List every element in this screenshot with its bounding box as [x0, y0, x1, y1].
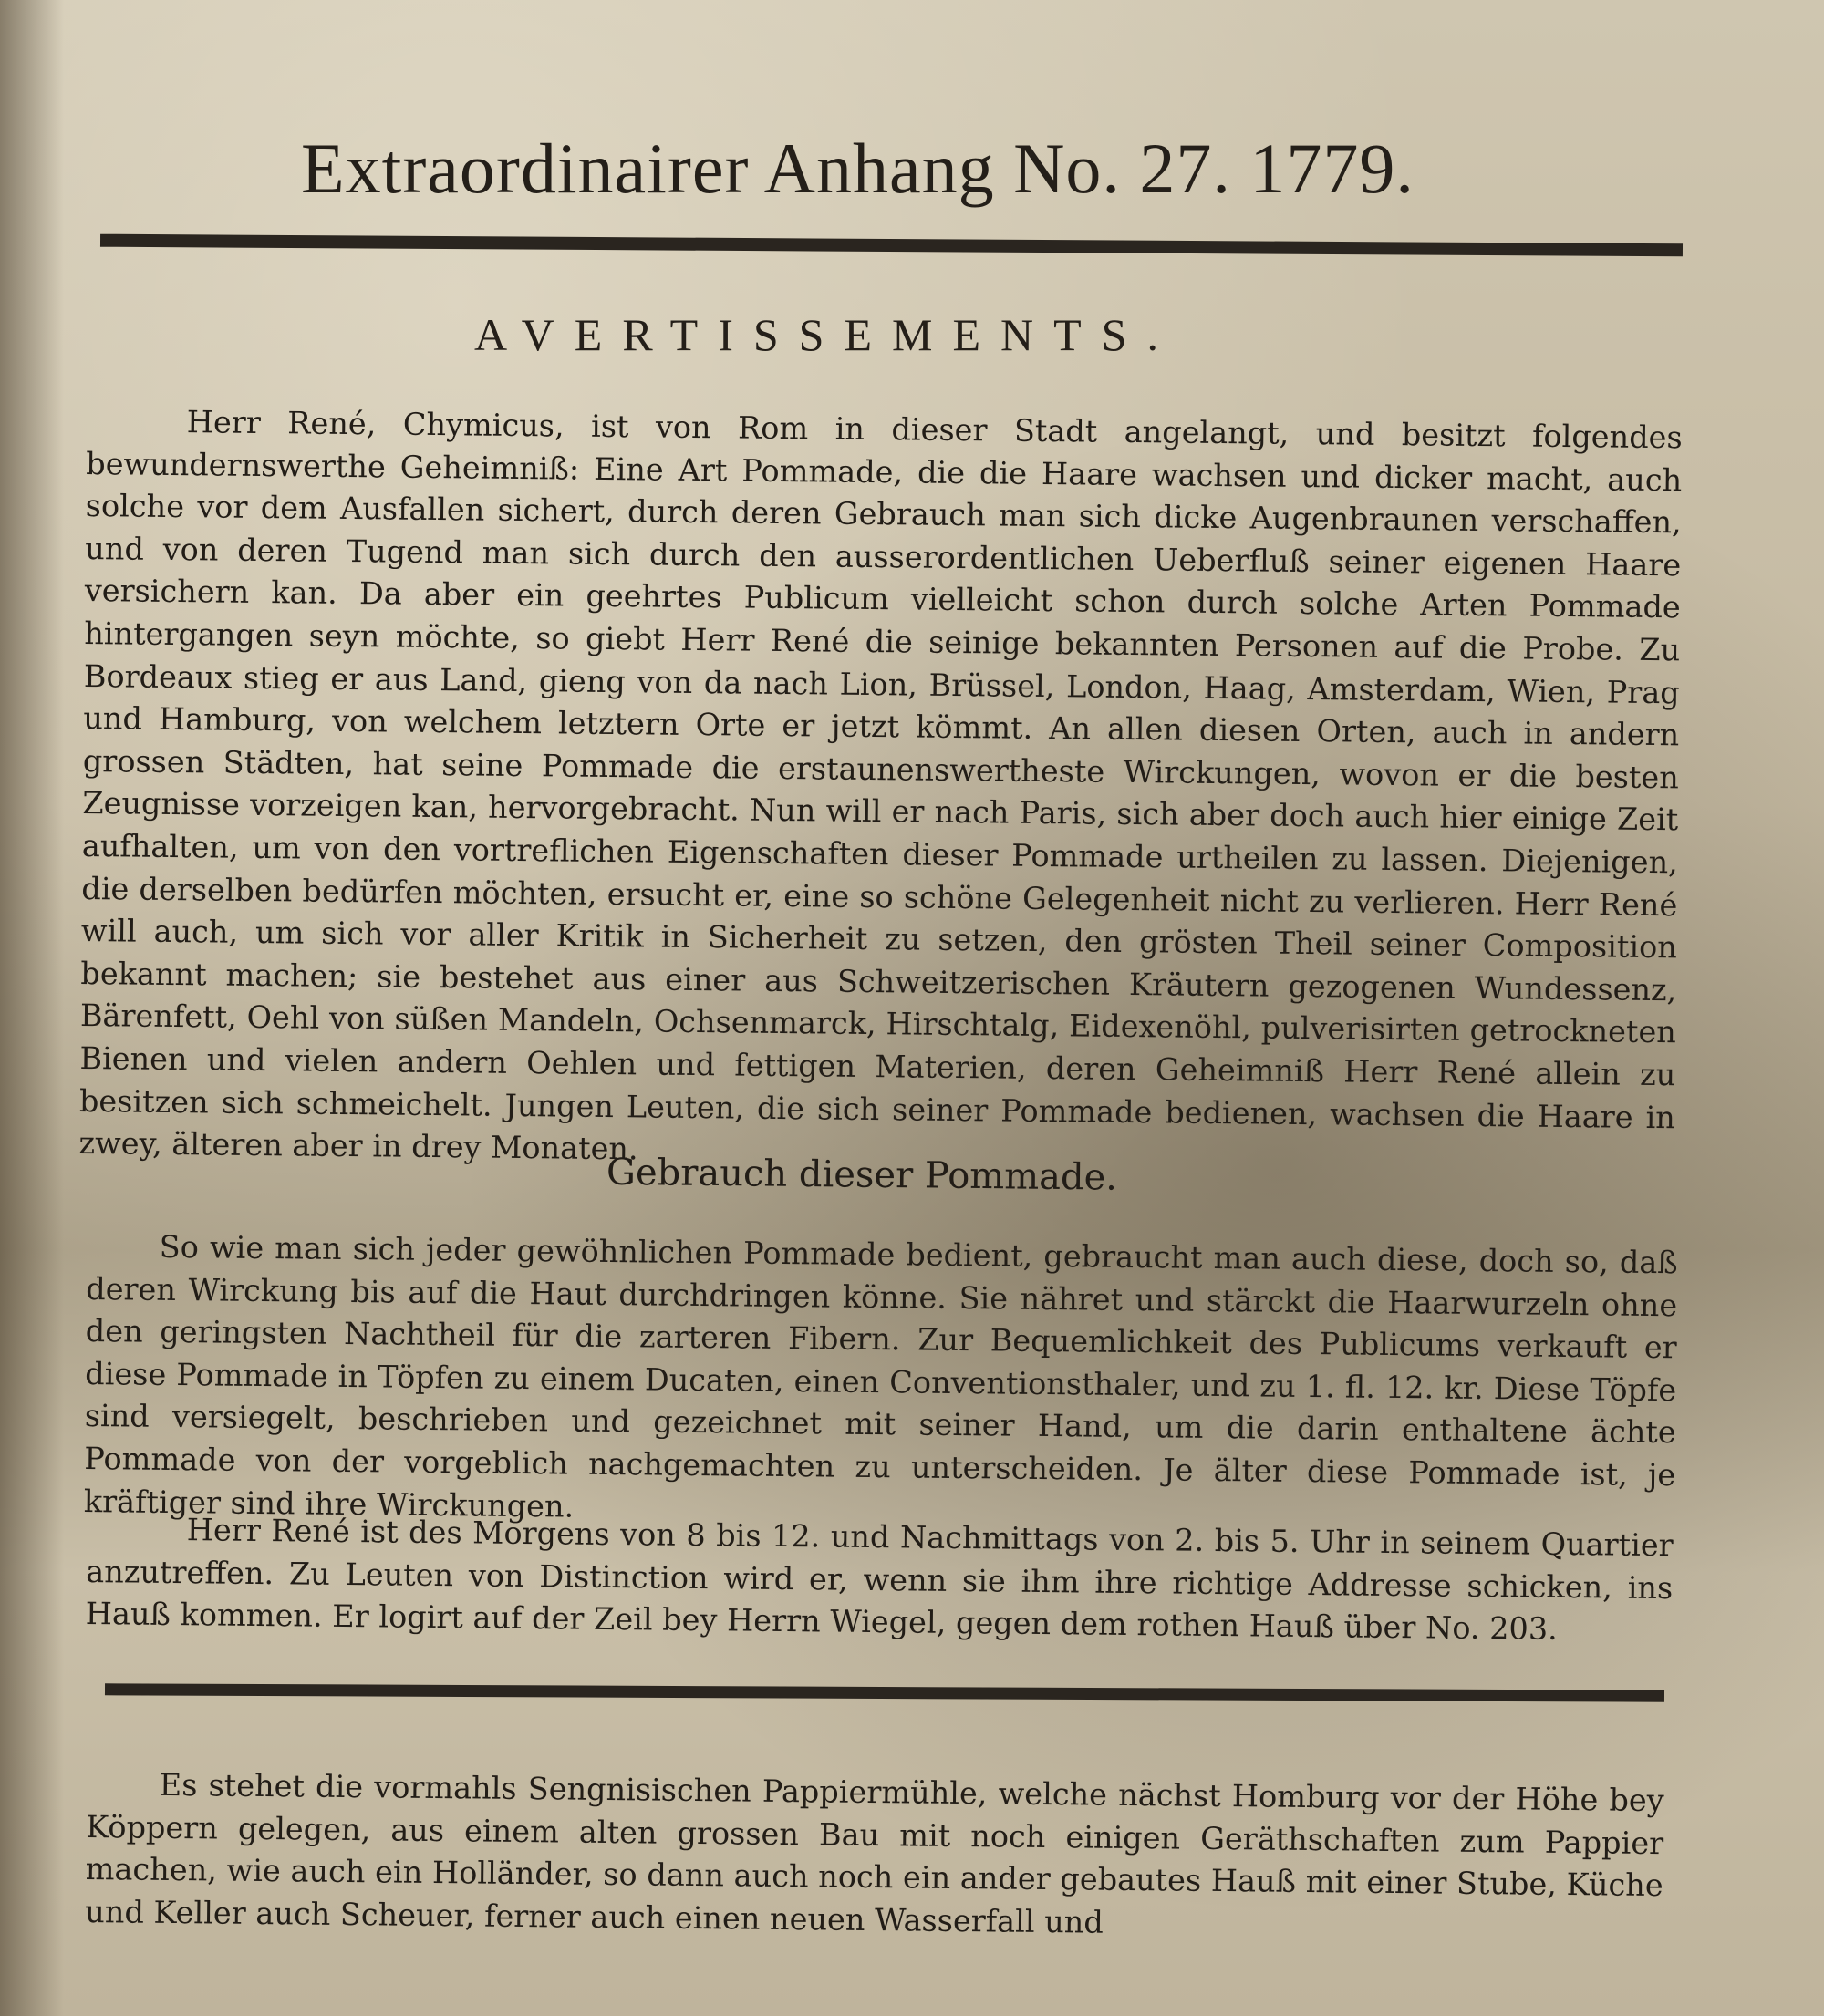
middle-rule	[105, 1683, 1664, 1701]
section-title: AVERTISSEMENTS.	[474, 309, 1178, 360]
usage-subheading: Gebrauch dieser Pommade.	[606, 1151, 1118, 1199]
spine-shadow	[0, 0, 64, 2016]
advertisement-paragraph-2: So wie man sich jeder gewöhnlichen Pommade bedient, gebraucht man auch diese, doch so, daß deren Wirckung bis auf die Haut durchdringen könne. Sie nähret und stärckt die Haarwurzeln ohne den geringsten Nachtheil für die zarteren Fibern. Zur Bequemlichkeit des Publicums verkauft er diese Pommade in Töpfen zu einem Ducaten, einen Conventionsthaler, und zu 1. fl. 12. kr. Diese Töpfe sind versiegelt, beschrieben und gezeichnet mit seiner Hand, um die darin enthaltene ächte Pommade von der vorgeblich nachgemachten zu unterscheiden. Je älter diese Pommade ist, je kräftiger sind ihre Wirckungen.	[83, 1228, 1678, 1524]
advertisement-paragraph-4: Es stehet die vormahls Sengnisischen Pappiermühle, welche nächst Homburg vor der Höhe bey Köppern gelegen, aus einem alten grossen Bau mit noch einigen Geräthschaften zum Pappier machen, wie auch ein Holländer, so dann auch noch ein ander gebautes Hauß mit einer Stube, Küche und Keller auch Scheuer, ferner auch einen neuen Wasserfall und	[85, 1766, 1664, 1939]
advertisement-paragraph-1: Herr René, Chymicus, ist von Rom in dieser Stadt angelangt, und besitzt folgendes bewundernswerthe Geheimniß: Eine Art Pommade, die die Haare wachsen und dicker macht, auch solche vor dem Ausfallen sichert, durch deren Gebrauch man sich dicke Augenbraunen verschaffen, und von deren Tugend man sich durch den ausserordentlichen Ueberfluß seiner eigenen Haare versichern kan. Da aber ein geehrtes Publicum vielleicht schon durch solche Arten Pommade hintergangen seyn möchte, so giebt Herr René die seinige bekannten Personen auf die Probe. Zu Bordeaux stieg er aus Land, gieng von da nach Lion, Brüssel, London, Haag, Amsterdam, Wien, Prag und Hamburg, von welchem letztern Orte er jetzt kömmt. An allen diesen Orten, auch in andern grossen Städten, hat seine Pommade die erstaunenswertheste Wirckungen, wovon er die besten Zeugnisse vorzeigen kan, hervorgebracht. Nun will er nach Paris, sich aber doch auch hier einige Zeit aufhalten, um von den vortreflichen Eigenschaften dieser Pommade urtheilen zu lassen. Diejenigen, die derselben bedürfen möchten, ersucht er, eine so schöne Gelegenheit nicht zu verlieren. Herr René will auch, um sich vor aller Kritik in Sicherheit zu setzen, den grösten Theil seiner Composition bekannt machen; sie bestehet aus einer aus Schweitzerischen Kräutern gezogenen Wundessenz, Bärenfett, Oehl von süßen Mandeln, Ochsenmarck, Hirschtalg, Eidexenöhl, pulverisirten getrockneten Bienen und vielen andern Oehlen und fettigen Materien, deren Geheimniß Herr René allein zu besitzen sich schmeichelt. Jungen Leuten, die sich seiner Pommade bedienen, wachsen die Haare in zwey, älteren aber in drey Monaten.	[78, 403, 1683, 1166]
page-title: Extraordinairer Anhang No. 27. 1779.	[301, 129, 1415, 208]
advertisement-paragraph-3: Herr René ist des Morgens von 8 bis 12. und Nachmittags von 2. bis 5. Uhr in seinem Quartier anzutreffen. Zu Leuten von Distinction wird er, wenn sie ihm ihre richtige Addresse schicken, ins Hauß kommen. Er logirt auf der Zeil bey Herrn Wiegel, gegen dem rothen Hauß über No. 203.	[85, 1511, 1674, 1647]
top-rule	[100, 234, 1683, 257]
